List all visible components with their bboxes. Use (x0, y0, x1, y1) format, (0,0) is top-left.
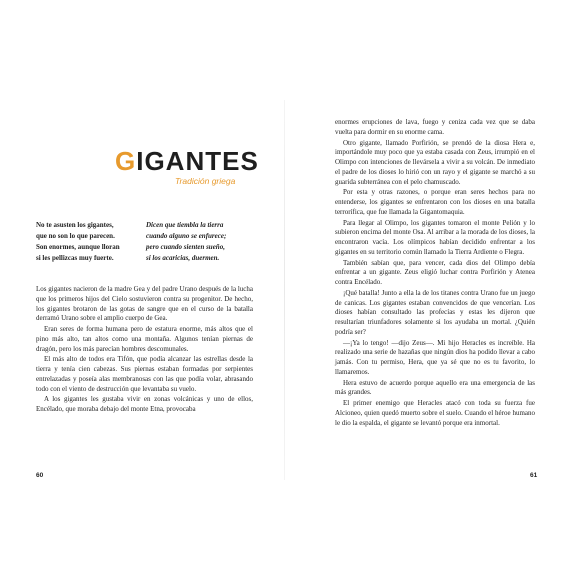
paragraph: —¡Ya lo tengo! —dijo Zeus—. Mi hijo Heracles es increíble. Ha realizado una serie de hazañas que ningún dios ha podido llevar a cabo jamás. Con tu permiso, Hera, que ya sé que no es tu favorito, lo llamaremos. (335, 338, 535, 376)
verse-line: pero cuando sienten sueño, (146, 243, 225, 251)
verse-line: Son enormes, aunque lloran (36, 243, 120, 251)
title-rest: IGANTES (136, 146, 259, 176)
verse-line: si les pellizcas muy fuerte. (36, 254, 114, 262)
paragraph: Hera estuvo de acuerdo porque aquello era una emergencia de las más grandes. (335, 378, 535, 397)
right-page (285, 0, 570, 570)
paragraph: Otro gigante, llamado Porfirión, se prendó de la diosa Hera e, importándole muy poco que ya estaba casada con Zeus, irrumpió en el Olimpo con intenciones de llevársela a vivir a su volcán. De inmediato el padre de los dioses lo hirió con un rayo y el gigante se marchó a su guarida subterránea con el pelo chamuscado. (335, 138, 535, 186)
right-body-text (335, 118, 535, 429)
paragraph: También sabían que, para vencer, cada dios del Olimpo debía enfrentar a un gigante. Zeus eligió luchar contra Porfirión y Atenea contra Encélado. (335, 258, 535, 286)
page-number-left: 60 (36, 472, 44, 479)
verse-line: cuando alguno se enfurece; (146, 232, 227, 240)
chapter-subtitle: Tradición griega (175, 176, 236, 186)
verse-line: que no son lo que parecen. (36, 232, 115, 240)
left-body-text (36, 285, 253, 416)
verse-line: No te asusten los gigantes, (36, 221, 114, 229)
chapter-title (115, 147, 259, 175)
verse-line: Dicen que tiembla la tierra (146, 221, 224, 229)
title-initial: G (115, 146, 137, 176)
paragraph: enormes erupciones de lava, fuego y ceniza cada vez que se daba vuelta para dormir en su enorme cama. (335, 118, 535, 136)
paragraph: Eran seres de forma humana pero de estatura enorme, más altos que el pino más alto, tan altos como una montaña. Algunos tenían piernas de dragón, pero los más parecían hombres descomunales. (36, 325, 253, 353)
verse-line: si los acaricias, duermen. (146, 254, 220, 262)
paragraph: Para llegar al Olimpo, los gigantes tomaron el monte Pelión y lo subieron encima del monte Osa. Al arribar a la morada de los dioses, la encontraron vacía. Los olímpicos habían decidido enfrentar a los gigantes en su territorio común llamado la Tierra Ardiente o Flegra. (335, 218, 535, 256)
verse-left (36, 220, 156, 264)
paragraph: A los gigantes les gustaba vivir en zonas volcánicas y uno de ellos, Encélado, que moraba debajo del monte Etna, provocaba (36, 395, 253, 413)
paragraph: Por esta y otras razones, o porque eran seres hechos para no entenderse, los gigantes se enfrentaron con los dioses en una batalla terrorífica, que fue llamada la Gigantomaquia. (335, 188, 535, 216)
paragraph: El primer enemigo que Heracles atacó con toda su fuerza fue Alcioneo, quien quedó muerto sobre el suelo. Cuando el héroe humano le dio la espalda, el gigante se levantó porque era inmortal. (335, 399, 535, 427)
page-number-right: 61 (530, 472, 538, 479)
verse-right (146, 220, 266, 264)
paragraph: Los gigantes nacieron de la madre Gea y del padre Urano después de la lucha que los primeros hijos del Cielo sostuvieron contra su progenitor. De hecho, los gigantes brotaron de las gotas de sangre que en el curso de la batalla derramó Urano sobre el amplio cuerpo de Gea. (36, 285, 253, 323)
paragraph: ¡Qué batalla! Junto a ella la de los titanes contra Urano fue un juego de canicas. Los gigantes estaban convencidos de que vencerían. Los dioses habían consultado las profecías y estas les dijeron que resultarían triunfadores solamente si los ayudaba un mortal. ¿Quién podría ser? (335, 288, 535, 336)
paragraph: El más alto de todos era Tifón, que podía alcanzar las estrellas desde la tierra y tenía cien cabezas. Sus piernas estaban formadas por serpientes entrelazadas y poseía alas membranosas con las que podía volar, abrasando todo con el viento de destrucción que levantaba su vuelo. (36, 355, 253, 393)
